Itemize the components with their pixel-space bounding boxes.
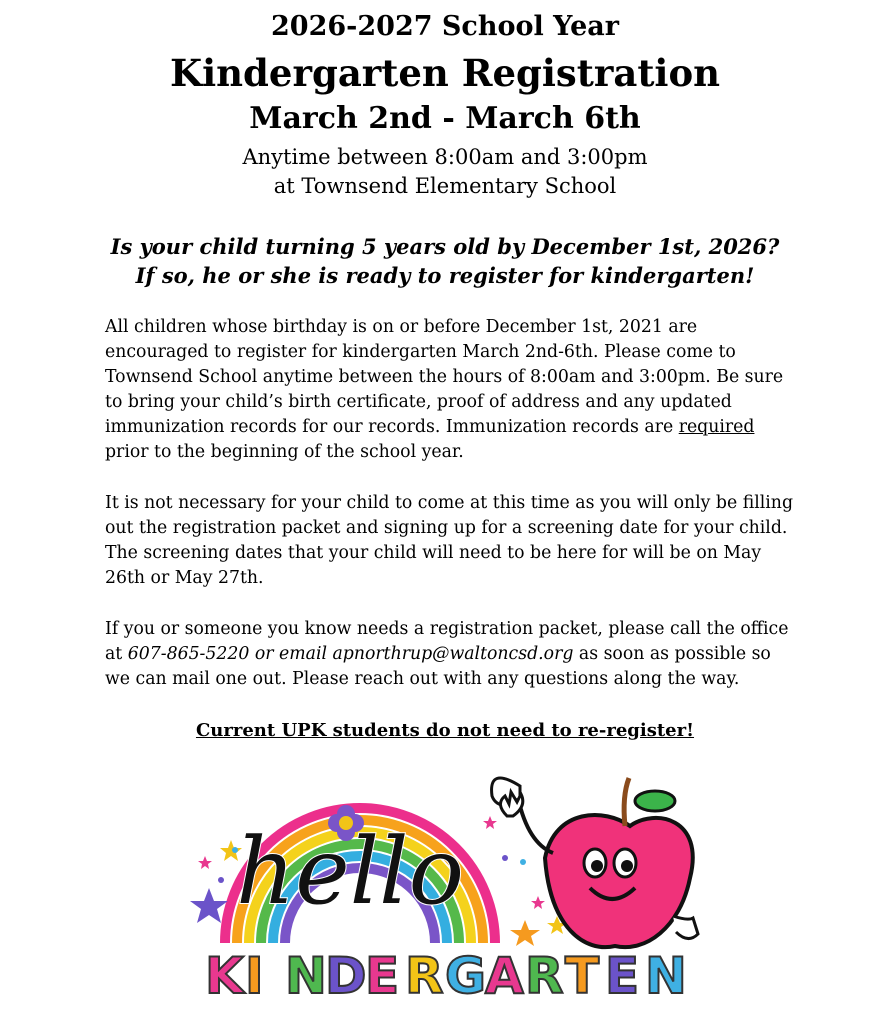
kindergarten-letter: R: [405, 947, 444, 1005]
kindergarten-letters: [205, 947, 687, 1005]
page-title: Kindergarten Registration: [169, 51, 721, 95]
kindergarten-letter: N: [285, 947, 327, 1005]
kindergarten-letter: G: [445, 947, 487, 1005]
kindergarten-letter: A: [485, 947, 524, 1005]
hello-script-text: hello: [236, 818, 464, 925]
contact-info: 607-865-5220 or email apnorthrup@waltoncsd.org: [127, 644, 574, 664]
eligibility-question: Is your child turning 5 years old by December 1st, 2026?: [110, 234, 780, 259]
required-emphasis: required: [678, 417, 755, 437]
eligibility-answer: If so, he or she is ready to register for kindergarten!: [135, 263, 755, 288]
p3-text-start: If you or someone you know needs a registration packet, please call the office at: [105, 619, 789, 664]
kindergarten-letter: R: [525, 947, 564, 1005]
upk-notice: Current UPK students do not need to re-register!: [195, 720, 695, 741]
kindergarten-letter: K: [205, 947, 244, 1005]
school-year-heading: 2026-2027 School Year: [271, 11, 619, 42]
p3-text-end: as soon as possible so we can mail one out. Please reach out with any questions along the way.: [105, 644, 771, 689]
kindergarten-letter: T: [565, 947, 600, 1005]
kindergarten-letter: I: [245, 947, 264, 1005]
registration-time: Anytime between 8:00am and 3:00pm: [242, 145, 648, 169]
kindergarten-letter: E: [605, 947, 640, 1005]
kindergarten-letter: E: [365, 947, 400, 1005]
p1-text-start: All children whose birthday is on or before December 1st, 2021 are encouraged to register for kindergarten March 2nd-6th. Please come to Townsend School anytime between the hours of 8:00am and 3:00pm. Be sure to bring your child’s birth certificate, proof of address and any updated immunization records for our records. Immunization records are: [105, 317, 784, 437]
registration-dates: March 2nd - March 6th: [249, 101, 641, 136]
p1-text-end: prior to the beginning of the school year.: [105, 442, 464, 462]
kindergarten-letter: N: [645, 947, 687, 1005]
paragraph-screening: It is not necessary for your child to come at this time as you will only be filling out the registration packet and signing up for a screening date for your child. The screening dates that your child will need to be here for will be on May 26th or May 27th.: [105, 493, 794, 588]
hello-kindergarten-graphic: [185, 768, 705, 1008]
kindergarten-letter: D: [325, 947, 367, 1005]
paragraph-requirements: [105, 315, 795, 465]
paragraph-contact: [105, 617, 795, 692]
registration-location: at Townsend Elementary School: [273, 174, 617, 198]
